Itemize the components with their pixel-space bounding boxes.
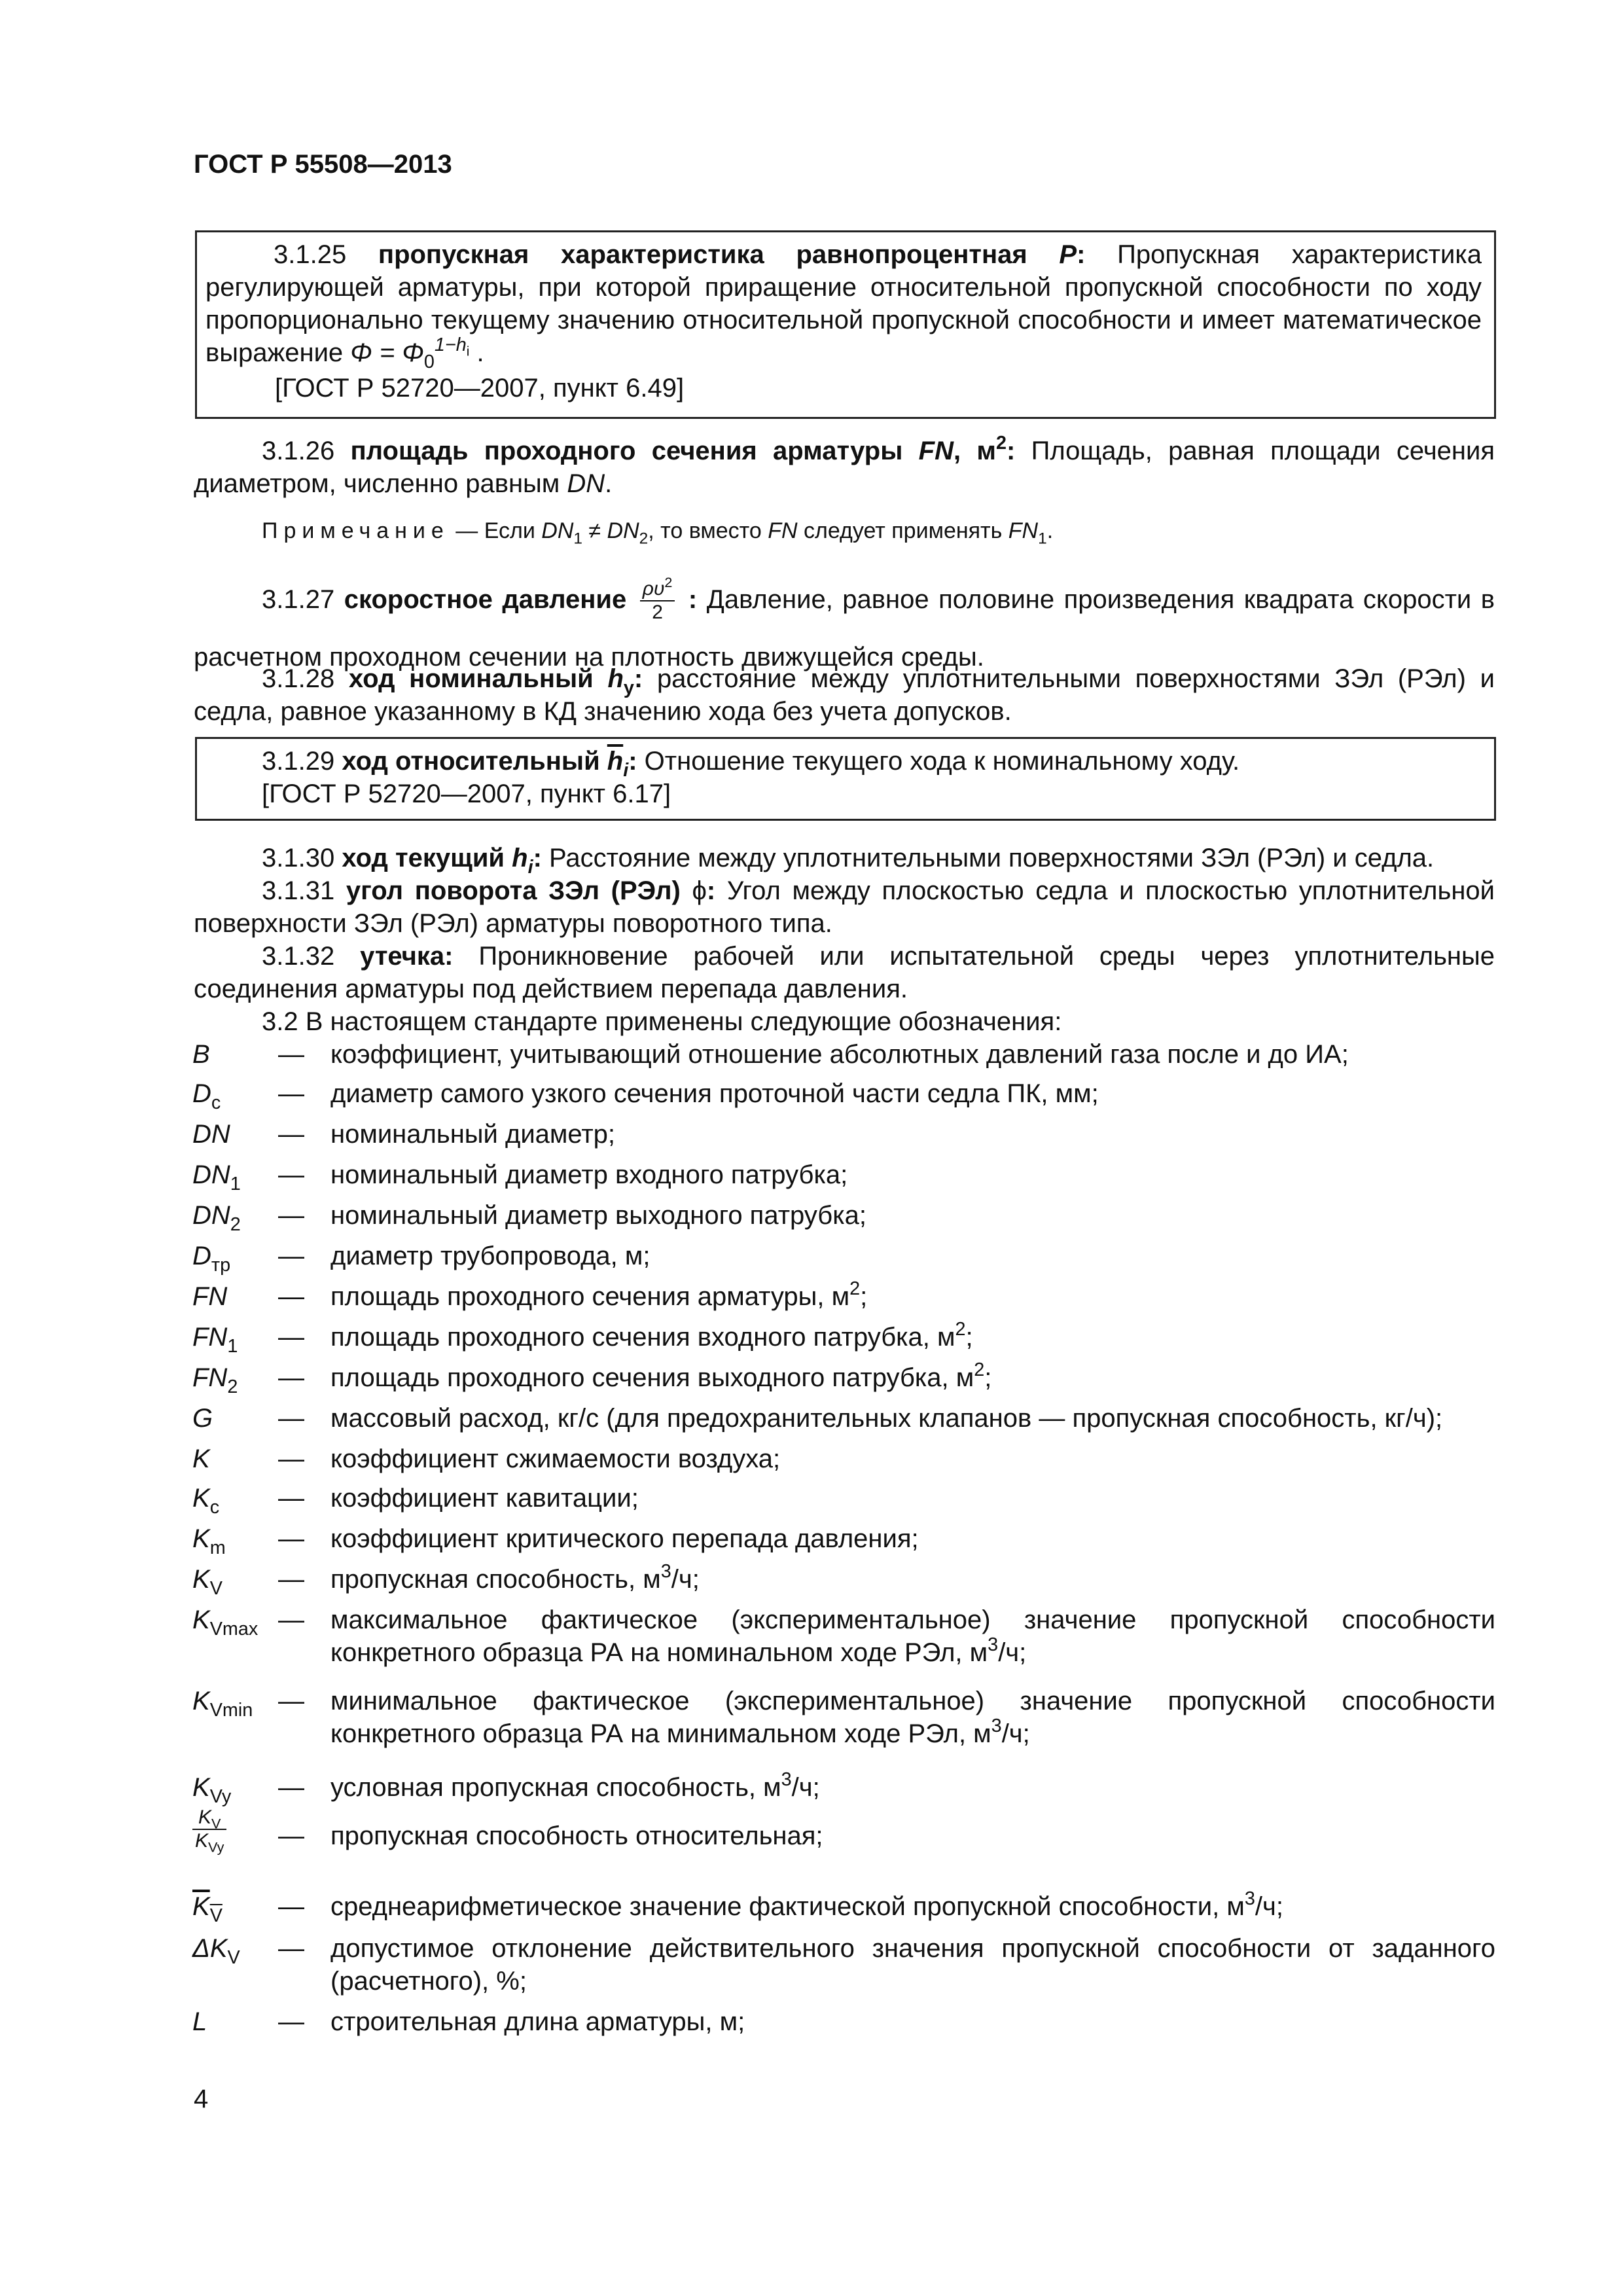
symbol-description: номинальный диаметр входного патрубка; (330, 1160, 848, 1189)
symbol-description: допустимое отклонение действительного значения пропускной способности от заданного (расчетного), %; (330, 1934, 1495, 1996)
symbol-term: $FN_1$ (192, 1323, 238, 1357)
symbol-description: номинальный диаметр; (330, 1120, 616, 1149)
symbol-description: минимальное фактическое (экспериментальное) значение пропускной способности конкретного образца РА на минимальном ходе РЭл, $м^3/ч$; (330, 1687, 1495, 1748)
symbol-term: G (192, 1404, 213, 1433)
definition-3-1-32: 3.1.32 утечка: Проникновение рабочей или испытательной среды через уплотнительные соединения арматуры под действием перепада давления. (194, 942, 1495, 1003)
symbol-term: FN (192, 1282, 228, 1311)
symbol-dash: — (278, 1363, 304, 1392)
symbol-dash: — (278, 1079, 304, 1108)
symbol-term: $D_с$ (192, 1079, 221, 1114)
symbol-description: пропускная способность относительная; (330, 1821, 823, 1850)
symbol-dash: — (278, 1821, 304, 1850)
symbol-dash: — (278, 1892, 304, 1921)
symbol-description: коэффициент сжимаемости воздуха; (330, 1444, 781, 1473)
symbol-description: максимальное фактическое (экспериментальное) значение пропускной способности конкретного образца РА на номинальном ходе РЭл, $м^3/ч$; (330, 1605, 1495, 1667)
symbol-description: пропускная способность, $м^3/ч$; (330, 1561, 700, 1594)
symbol-dash: — (278, 1484, 304, 1513)
symbol-term: K (192, 1444, 210, 1473)
symbol-dash: — (278, 1323, 304, 1352)
symbol-dash: — (278, 1524, 304, 1553)
symbol-term: B (192, 1040, 210, 1069)
symbol-description: условная пропускная способность, $м^3/ч$; (330, 1769, 820, 1802)
velocity-pressure-fraction: $\frac{\rho\upsilon^2}{2}$ (640, 578, 675, 624)
formula-phi: Φ = Φ (350, 338, 424, 367)
symbol-dash: — (278, 1773, 304, 1802)
symbol-fraction: $\frac{K_V}{K_{Vy}}$ (192, 1806, 226, 1852)
symbol-dash: — (278, 1687, 304, 1715)
note-3-1-26: Примечание — Если $DN_1 \ne DN_2$, то вместо FN следует применять $FN_1$. (262, 518, 1054, 548)
definition-3-1-27: 3.1.27 скоростное давление $\frac{\rho\upsilon^2}{2}$ : Давление, равное половине произведения квадрата скорости в расчетном проходном сечении на плотность движущейся среды. (194, 574, 1495, 672)
symbol-term: $K_{Vmax}$ (192, 1605, 259, 1640)
symbol-term: $FN_2$ (192, 1363, 238, 1398)
symbol-description: массовый расход, кг/с (для предохранительных клапанов — пропускная способность, кг/ч); (330, 1404, 1443, 1433)
symbol-description: строительная длина арматуры, м; (330, 2007, 745, 2036)
symbol-dash: — (278, 1565, 304, 1594)
symbol-description: коэффициент кавитации; (330, 1484, 639, 1513)
symbol-description: диаметр трубопровода, м; (330, 1242, 651, 1270)
symbol-term: $D_{тр}$ (192, 1242, 231, 1276)
symbol-dash: — (278, 1444, 304, 1473)
symbol-description: диаметр самого узкого сечения проточной части седла ПК, мм; (330, 1079, 1099, 1108)
section-3-2-intro: 3.2 В настоящем стандарте применены следующие обозначения: (262, 1007, 1062, 1036)
symbol-term: $DN_1$ (192, 1160, 241, 1195)
symbol-term: $\overline{K}_{\overline{V}}$ (192, 1892, 223, 1927)
symbol-term: $K_{Vy}$ (192, 1773, 232, 1808)
page-number: 4 (194, 2085, 209, 2113)
symbol-term: $K_{Vmin}$ (192, 1687, 253, 1721)
definition-3-1-25: 3.1.25 пропускная характеристика равнопроцентная P: Пропускная характеристика регулирующей арматуры, при которой приращение относительной пропускной способности по ходу пропорционально текущему значению относительной пропускной способности и имеет математическое выражение $\Phi = \Phi_0^{1-h_i}$ . (205, 240, 1482, 373)
symbol-description: среднеарифметическое значение фактической пропускной способности, $м^3/ч$; (330, 1888, 1283, 1921)
symbol-dash: — (278, 1934, 304, 1963)
symbol-dash: — (278, 1404, 304, 1433)
symbol-description: площадь проходного сечения входного патрубка, $м^2$; (330, 1319, 973, 1352)
symbol-term: $K_V$ (192, 1565, 223, 1600)
symbol-dash: — (278, 1282, 304, 1311)
symbol-dash: — (278, 2007, 304, 2036)
definition-3-1-26: 3.1.26 площадь проходного сечения арматуры FN, $м^2$: Площадь, равная площади сечения диаметром, численно равным DN. (194, 433, 1495, 498)
symbol-description: номинальный диаметр выходного патрубка; (330, 1201, 866, 1230)
document-header: ГОСТ Р 55508—2013 (194, 150, 452, 179)
symbol-description: площадь проходного сечения арматуры, $м^2$; (330, 1278, 868, 1311)
symbol-term: $K_m$ (192, 1524, 226, 1559)
symbol-dash: — (278, 1040, 304, 1069)
symbol-dash: — (278, 1242, 304, 1270)
symbol-dash: — (278, 1201, 304, 1230)
symbol-term: $K_с$ (192, 1484, 220, 1518)
symbol-dash: — (278, 1120, 304, 1149)
definition-3-1-30: 3.1.30 ход текущий $h_i$: Расстояние между уплотнительными поверхностями ЗЭл (РЭл) и седла. (262, 844, 1435, 878)
symbol-term: $\Delta K_V$ (192, 1934, 240, 1969)
symbol-dash: — (278, 1160, 304, 1189)
symbol-term: L (192, 2007, 207, 2036)
reference-3-1-25: [ГОСТ Р 52720—2007, пункт 6.49] (275, 374, 685, 403)
symbol-term: DN (192, 1120, 230, 1149)
symbol-dash: — (278, 1605, 304, 1634)
symbol-description: коэффициент, учитывающий отношение абсолютных давлений газа после и до ИА; (330, 1040, 1349, 1069)
symbol-description: коэффициент критического перепада давления; (330, 1524, 919, 1553)
definition-3-1-28: 3.1.28 ход номинальный $h_у$: расстояние между уплотнительными поверхностями ЗЭл (РЭл) и седла, равное указанному в КД значению хода без учета допусков. (194, 664, 1495, 726)
symbol-description: площадь проходного сечения выходного патрубка, $м^2$; (330, 1359, 992, 1392)
symbol-term: $DN_2$ (192, 1201, 241, 1236)
definition-3-1-31: 3.1.31 угол поворота ЗЭл (РЭл) ϕ: Угол между плоскостью седла и плоскостью уплотнительной поверхности ЗЭл (РЭл) арматуры поворотного типа. (194, 876, 1495, 938)
definition-3-1-29: 3.1.29 ход относительный $\overline{h}_i$: Отношение текущего хода к номинальному ходу. (262, 747, 1240, 781)
reference-3-1-29: [ГОСТ Р 52720—2007, пункт 6.17] (262, 780, 671, 808)
